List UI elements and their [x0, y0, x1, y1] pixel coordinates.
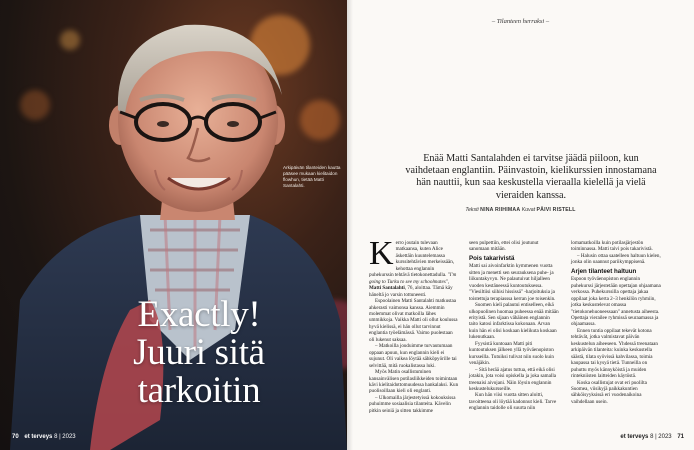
page-gutter — [347, 0, 353, 450]
paragraph: Espoon työväenopiston englannin puhekurssi järjestetään opettajan ohjaamana verkossa. Puhekurssilla opettaja jakaa oppilaat joka kerta 2–3 henkilön ryhmiin, jotka keskustelevat omassa "tietokonehuoneessaan" annetusta aiheesta. Opettaja vierailee ryhmissä seuraamassa ja ohjaamassa. — [571, 276, 661, 328]
folio-right — [620, 434, 684, 440]
headline-line-3: tarkoitin — [137, 370, 261, 411]
article-intro: Enää Matti Santalahden ei tarvitse jäädä piiloon, kun vaihdetaan englantiin. Päinvastoin, kielikurssien innostamana hän nauttii, kun saa keskustella vieraalla kielellä ja vielä vieraiden kanssa. — [405, 153, 657, 201]
subheading: Pois takarivistä — [469, 254, 515, 262]
text-column-3 — [571, 240, 661, 405]
paragraph: lomamatkoilla kuin potilasjärjestön toiminnassa. Matti taivi pois takarivistä. — [571, 240, 653, 253]
section-label: – Tilanteen herraksi – — [491, 18, 550, 25]
text-credit-author: NINA RIIHIMAA — [480, 207, 521, 213]
paragraph: Matti sai aivoinfarktin kymmenen vuotta sitten ja menetti sen seurauksena puhe- ja liikuntakyvyn. Ne palautuivat hiljalleen vuoden kestäneessä kuntoutuksessa. "Viesiltiisi siihisi hississä" -harjoituksia ja toistettuja terapiasssa kerran joe toisenkin. — [469, 263, 556, 302]
page-number: 70 — [12, 434, 19, 440]
right-page-text — [347, 0, 694, 450]
paragraph: Ennen tuntia oppilaat tekevät kotona tehtävät, jotka valmistavat päivän keskustelun aiheeseen. Yhdessä treenataan arkipäivän tilanteita: kuinka keskustella säästä, tilata syövissä kahvilassa, toimia kaupassa tai kysyä tietä. Tunneilla on puhuttu myös kännyköistä ja muiden rintekniisten laitteiden käytöstä. — [571, 327, 658, 380]
paragraph: Myös Matin osallistuminen kansainvälisen potilasliikkeiden toimintaan kävi kielitaidottomuudessa hankalaksi. Kun puolisoillaan kieli oli englanti. — [369, 369, 459, 395]
paragraph: – Matkoilla jouduimme turvautumaan oppaan apuun, kun englannin kieli ei sujunut. Oli vaikea löytää sähköpyörille tai selvittää, mitä ruokalistassa luki. — [369, 343, 457, 369]
headline-line-1: Exactly! — [137, 294, 261, 335]
text-column-1 — [369, 235, 459, 414]
paragraph: – Ulkomailla järjestetyissä kokouksissa puhuimme sosiaalisia tilanteita. Kävelin pitkin seiniä ja sitten takkimme — [369, 394, 456, 414]
paragraph: seen pulpettiin, ettei olisi joutunut sanomaan mitään. — [469, 240, 539, 253]
photo-credit-author: PÄIVI RISTELL — [536, 207, 576, 213]
drop-cap: K — [369, 235, 394, 272]
magazine-name: et terveys — [24, 434, 53, 440]
paragraph: Koska osallistujat ovat eri puolilta Suomea, viisikyjä paikkakuntien sähköisyyksissä eri vuodenaikoina vaihdellaan usein. — [571, 379, 647, 405]
photo-caption: Arkipäivän tilanteiden kautta pääsee mukaan kielitaidon flowhun, tietää Matti Santalahti. — [283, 165, 341, 188]
paragraph — [369, 235, 459, 298]
text-credit-label: Teksti — [465, 207, 479, 213]
lead-separator: , — [447, 278, 450, 285]
subheading: Arjen tilanteet haltuun — [571, 267, 637, 275]
paragraph: – Sitä herää ajatus tuttua, että eikä olisi jotakin, jota voisi opiskella ja joka samalla treenaisi aivojani. Näin löysin englannin keskustelukursseille. — [469, 366, 556, 393]
magazine-name: et terveys — [620, 434, 649, 440]
paragraph: Suomen kieli palautui entiselleen, eikä ulkopuolinen huomaa puheessa enää mitään erityistä. Sen sijaan vähäinen englannin taito katosi infarktissa kokonaan. Arvan kuin hän ei olisi koskaan kielikuta koskaan lukenutkaan. — [469, 302, 559, 341]
article-headline — [74, 296, 324, 410]
paragraph: Espoolainen Matti Santalahti matkustaa ahkerasti vaimonsa kanssa. Aiemmin molemmat olivat matkoilla lähes ummikkoja. Vaikka Matti oli ollut koulussa hyvä kielissä, ei hän ollut tarvinnut englantia työelämässä. Vaimo puolestaan oli lukenut saksaa. — [369, 298, 458, 343]
text-column-2 — [469, 240, 559, 412]
article-credits — [347, 207, 694, 213]
issue-number: 8 | 2023 — [54, 434, 76, 440]
lead-quote: "I'm going to Turku to see my schoolmates" — [369, 272, 457, 285]
lead-text: erro joutain tulevaan matkaansa, kuten Alice äskettäin kuuntelemassa kurssitehtävien merkeissään, kehottaa englannin puhekurssin tehtävä tietokonettadulla. — [369, 240, 455, 279]
lead-tail: , 76, aloittaa. Tämä käy häneltä jo varsin tottuneesti. — [369, 285, 453, 298]
photo-credit-label: Kuvat — [521, 207, 536, 213]
paragraph: Kun hän viisi vuotta sitten aloitti, tavoitteena oli löytää kadonnut kieli. Tarve englannin taidolle oli suurta niin — [469, 392, 557, 412]
person-name: Matti Santalahti — [369, 285, 405, 292]
issue-number: 8 | 2023 — [650, 434, 672, 440]
page-number: 71 — [677, 434, 684, 440]
headline-line-2: Juuri sitä — [133, 332, 265, 373]
paragraph: – Halusin ottaa saatelleen haltuun kielen, jonka olin oaannut pariikymppisenä. — [571, 252, 661, 266]
folio-left — [12, 434, 76, 440]
paragraph: Fyysistä kuntoaan Matti piti kuntoutuksen jälkeen yllä työväenopiston kursseilla. Tutuiksi tulivat niin ​suolo kuin venäjäkin. — [469, 340, 554, 367]
